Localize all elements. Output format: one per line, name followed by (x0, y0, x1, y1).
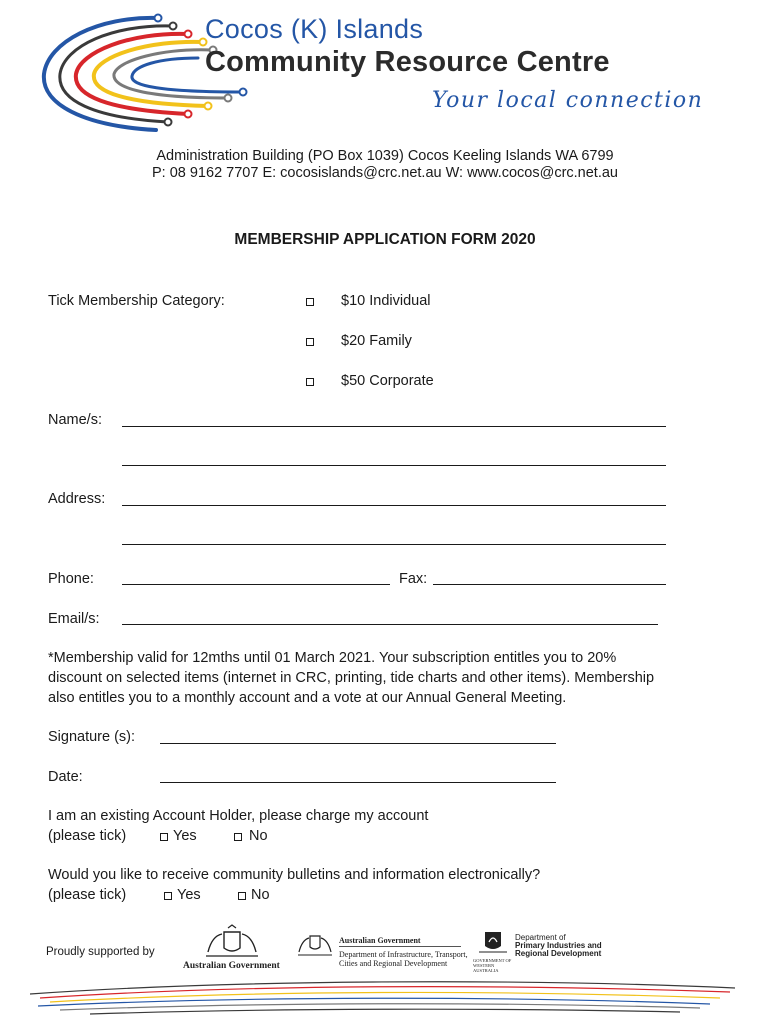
fax-label: Fax: (399, 571, 428, 587)
sponsor2-divider (339, 946, 461, 947)
checkbox-corporate[interactable] (306, 378, 314, 386)
names-field-line-1[interactable] (122, 426, 666, 427)
bulletin-question: Would you like to receive community bulletins and information electronically? (48, 867, 541, 883)
bulletin-yes-label: Yes (177, 887, 201, 903)
checkbox-bulletin-yes[interactable] (164, 892, 172, 900)
address-label: Address: (48, 491, 106, 507)
account-yes-label: Yes (173, 828, 197, 844)
phone-label: Phone: (48, 571, 94, 587)
address-line: Administration Building (PO Box 1039) Cocos Keeling Islands WA 6799 (156, 148, 614, 164)
account-please-tick: (please tick) (48, 828, 127, 844)
coat-of-arms-icon (202, 924, 262, 960)
fax-field-line[interactable] (433, 584, 666, 585)
checkbox-account-yes[interactable] (160, 833, 168, 841)
email-field-line[interactable] (122, 624, 658, 625)
membership-note-line2: discount on selected items (internet in CRC, printing, tide charts and other items). Membership (48, 670, 655, 686)
names-label: Name/s: (48, 412, 102, 428)
phone-field-line[interactable] (122, 584, 390, 585)
checkbox-bulletin-no[interactable] (238, 892, 246, 900)
date-label: Date: (48, 769, 83, 785)
contact-line: P: 08 9162 7707 E: cocosislands@crc.net.au W: www.cocos@crc.net.au (151, 165, 618, 181)
sponsor-australian-government: Australian Government (183, 961, 280, 971)
category-individual: $10 Individual (341, 293, 431, 309)
swan-emblem-icon (475, 928, 511, 956)
sponsor2-dept-line1: Department of Infrastructure, Transport, (339, 950, 468, 959)
supported-by-label: Proudly supported by (46, 946, 155, 958)
membership-note-line3: also entitles you to a monthly account and a vote at our Annual General Meeting. (48, 690, 567, 706)
coat-of-arms-icon (296, 930, 334, 958)
org-name-line2: Community Resource Centre (205, 46, 610, 78)
form-title: MEMBERSHIP APPLICATION FORM 2020 (234, 231, 536, 248)
sponsor2-dept-line2: Cities and Regional Development (339, 959, 448, 968)
org-tagline: Your local connection (432, 88, 704, 113)
signature-field-line[interactable] (160, 743, 556, 744)
checkbox-account-no[interactable] (234, 833, 242, 841)
checkbox-individual[interactable] (306, 298, 314, 306)
footer-swoosh-lines (30, 976, 740, 1018)
bulletin-please-tick: (please tick) (48, 887, 127, 903)
sponsor3-line1: Department of (515, 933, 566, 942)
bulletin-no-label: No (251, 887, 270, 903)
address-field-line-1[interactable] (122, 505, 666, 506)
org-name-line1: Cocos (K) Islands (205, 14, 424, 44)
sponsor3-line3: Regional Development (515, 949, 602, 958)
sponsor3-line2: Primary Industries and (515, 941, 602, 950)
names-field-line-2[interactable] (122, 465, 666, 466)
category-family: $20 Family (341, 333, 412, 349)
membership-note-line1: *Membership valid for 12mths until 01 March 2021. Your subscription entitles you to 20% (48, 650, 617, 666)
sponsor2-title: Australian Government (339, 936, 421, 945)
email-label: Email/s: (48, 611, 100, 627)
sponsor3-gov-wa: GOVERNMENT OF WESTERN AUSTRALIA (473, 958, 512, 973)
account-question: I am an existing Account Holder, please charge my account (48, 808, 429, 824)
category-label: Tick Membership Category: (48, 293, 225, 309)
category-corporate: $50 Corporate (341, 373, 434, 389)
checkbox-family[interactable] (306, 338, 314, 346)
signature-label: Signature (s): (48, 729, 136, 745)
date-field-line[interactable] (160, 782, 556, 783)
address-field-line-2[interactable] (122, 544, 666, 545)
account-no-label: No (249, 828, 268, 844)
